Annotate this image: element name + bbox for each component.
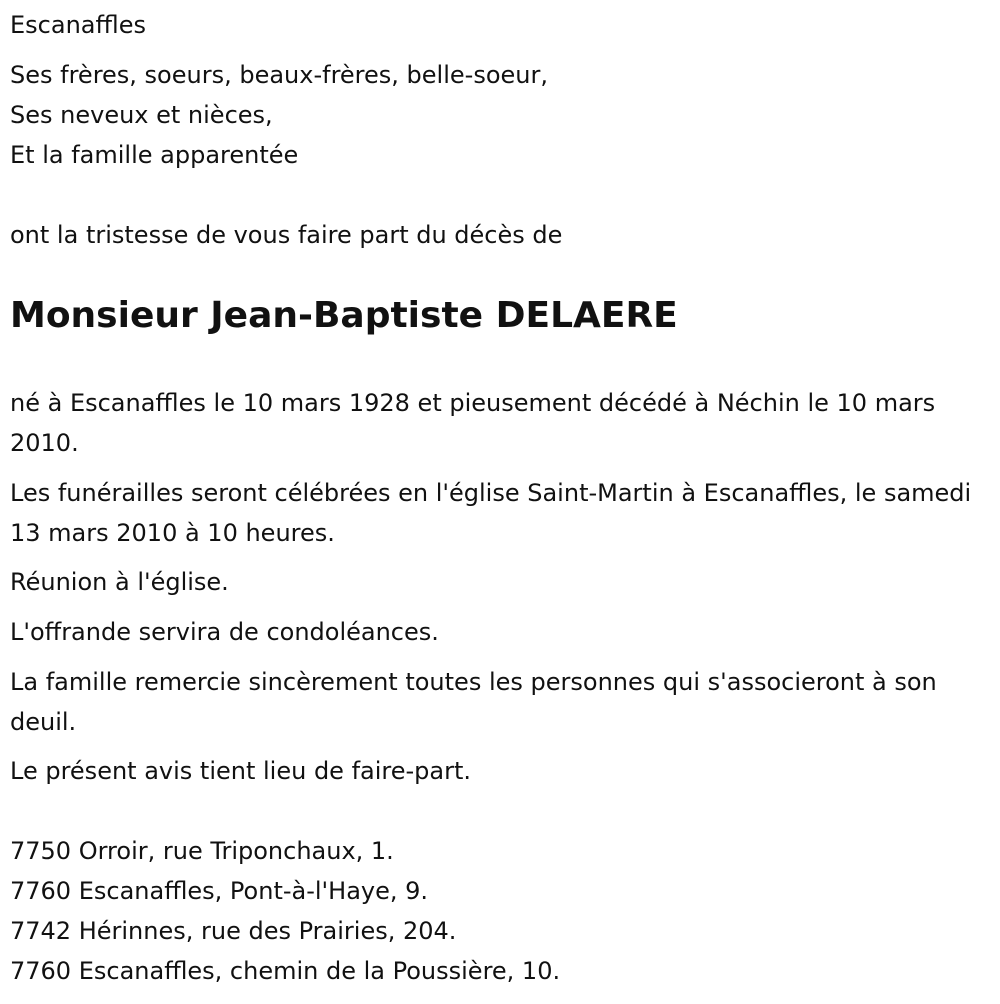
meeting-line: Réunion à l'église. (10, 568, 229, 596)
address-line-1: 7750 Orroir, rue Triponchaux, 1. (10, 837, 394, 865)
address-line-4: 7760 Escanaffles, chemin de la Poussière, 10. (10, 957, 561, 985)
deceased-name: Monsieur Jean-Baptiste DELAERE (10, 295, 678, 336)
thanks-paragraph: La famille remercie sincèrement toutes les personnes qui s'associeront à son deuil. (10, 668, 937, 736)
address-line-2: 7760 Escanaffles, Pont-à-l'Haye, 9. (10, 877, 429, 905)
birth-death-paragraph: né à Escanaffles le 10 mars 1928 et pieusement décédé à Néchin le 10 mars 2010. (10, 389, 936, 457)
notice-line: Le présent avis tient lieu de faire-part. (10, 757, 472, 785)
funeral-paragraph: Les funérailles seront célébrées en l'église Saint-Martin à Escanaffles, le samedi 13 mars 2010 à 10 heures. (10, 479, 972, 547)
place-line: Escanaffles (10, 11, 146, 39)
address-line-3: 7742 Hérinnes, rue des Prairies, 204. (10, 917, 457, 945)
offering-line: L'offrande servira de condoléances. (10, 618, 439, 646)
family-line-2: Ses neveux et nièces, (10, 101, 273, 129)
family-line-3: Et la famille apparentée (10, 141, 299, 169)
announcement-line: ont la tristesse de vous faire part du décès de (10, 221, 563, 249)
family-line-1: Ses frères, soeurs, beaux-frères, belle-soeur, (10, 61, 548, 89)
